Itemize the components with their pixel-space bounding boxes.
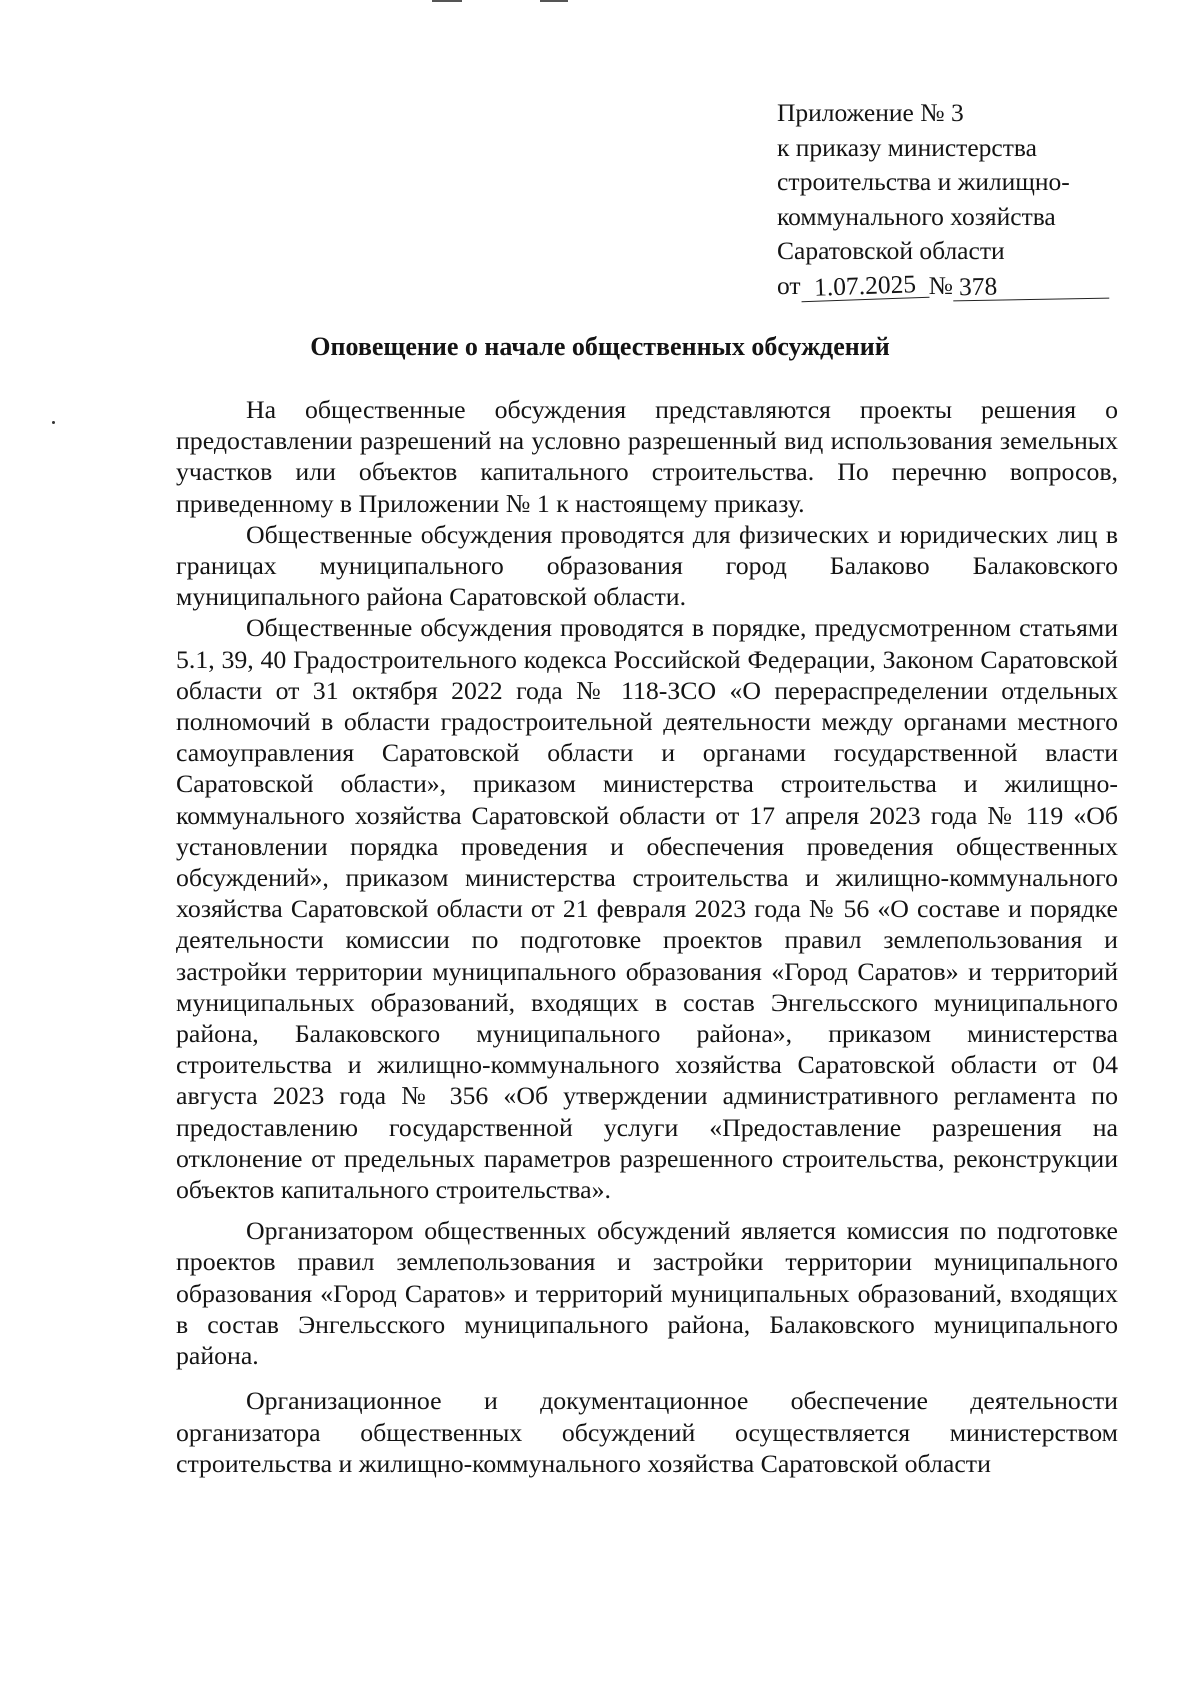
paragraph: Организационное и документационное обеспечение деятельности организатора общественных обсуждений осуществляется министерством строительства и жилищно-коммунального хозяйства Саратовской области (176, 1386, 1118, 1478)
appendix-line: к приказу министерства (777, 132, 1037, 162)
scan-edge-mark (540, 0, 568, 2)
appendix-line: строительства и жилищно- (777, 167, 1070, 196)
handwritten-date (800, 266, 929, 301)
paragraph: Общественные обсуждения проводятся в порядке, предусмотренном статьями 5.1, 39, 40 Градостроительного кодекса Российской Федерации, Законом Саратовской области от 31 октября 2022 года № 118-ЗСО «О перераспределении отдельных полномочий в области градостроительной деятельности между органами местного самоуправления Саратовской области и органами государственной власти Саратовской области», приказом министерства строительства и жилищно-коммунального хозяйства Саратовской области от 17 апреля 2023 года № 119 «Об установлении порядка проведения и обеспечения проведения общественных обсуждений», приказом министерства строительства и жилищно-коммунального хозяйства Саратовской области от 21 февраля 2023 года № 56 «О составе и порядке деятельности комиссии по подготовке проектов правил землепользования и застройки территории муниципального образования «Город Саратов» и территорий муниципальных образований, входящих в состав Энгельсского муниципального района, Балаковского муниципального района», приказом министерства строительства и жилищно-коммунального хозяйства Саратовской области от 04 августа 2023 года № 356 «Об утверждении административного регламента по предоставлению государственной услуги «Предоставление разрешения на отклонение от предельных параметров разрешенного строительства, реконструкции объектов капитального строительства». (176, 613, 1118, 1205)
handwritten-date-value: 1.07.2025 (813, 268, 917, 302)
document-body (176, 394, 1118, 1479)
date-prefix: от (777, 270, 801, 300)
appendix-line: Саратовской области (777, 236, 1005, 265)
document-heading: Оповещение о начале общественных обсуждений (310, 332, 890, 361)
number-prefix: № (928, 270, 953, 300)
appendix-block (777, 96, 1107, 303)
handwritten-number-value: 378 (958, 271, 998, 301)
scan-speck (52, 421, 55, 424)
paragraph: На общественные обсуждения представляются проекты решения о предоставлении разрешений на условно разрешенный вид использования земельных участков или объектов капитального строительства. По перечню вопросов, приведенному в Приложении № 1 к настоящему приказу. (176, 395, 1118, 518)
paragraph: Общественные обсуждения проводятся для физических и юридических лиц в границах муниципального образования город Балаково Балаковского муниципального района Саратовской области. (176, 519, 1118, 612)
order-date-number-line (777, 269, 1107, 304)
scan-edge-mark (432, 0, 462, 2)
appendix-line: Приложение № 3 (777, 98, 964, 127)
handwritten-number (953, 267, 1110, 301)
paragraph: Организатором общественных обсуждений является комиссия по подготовке проектов правил землепользования и застройки территории муниципального образования «Город Саратов» и территорий муниципальных образований, входящих в состав Энгельсского муниципального района, Балаковского муниципального района. (176, 1216, 1118, 1371)
appendix-line: коммунального хозяйства (777, 201, 1056, 231)
